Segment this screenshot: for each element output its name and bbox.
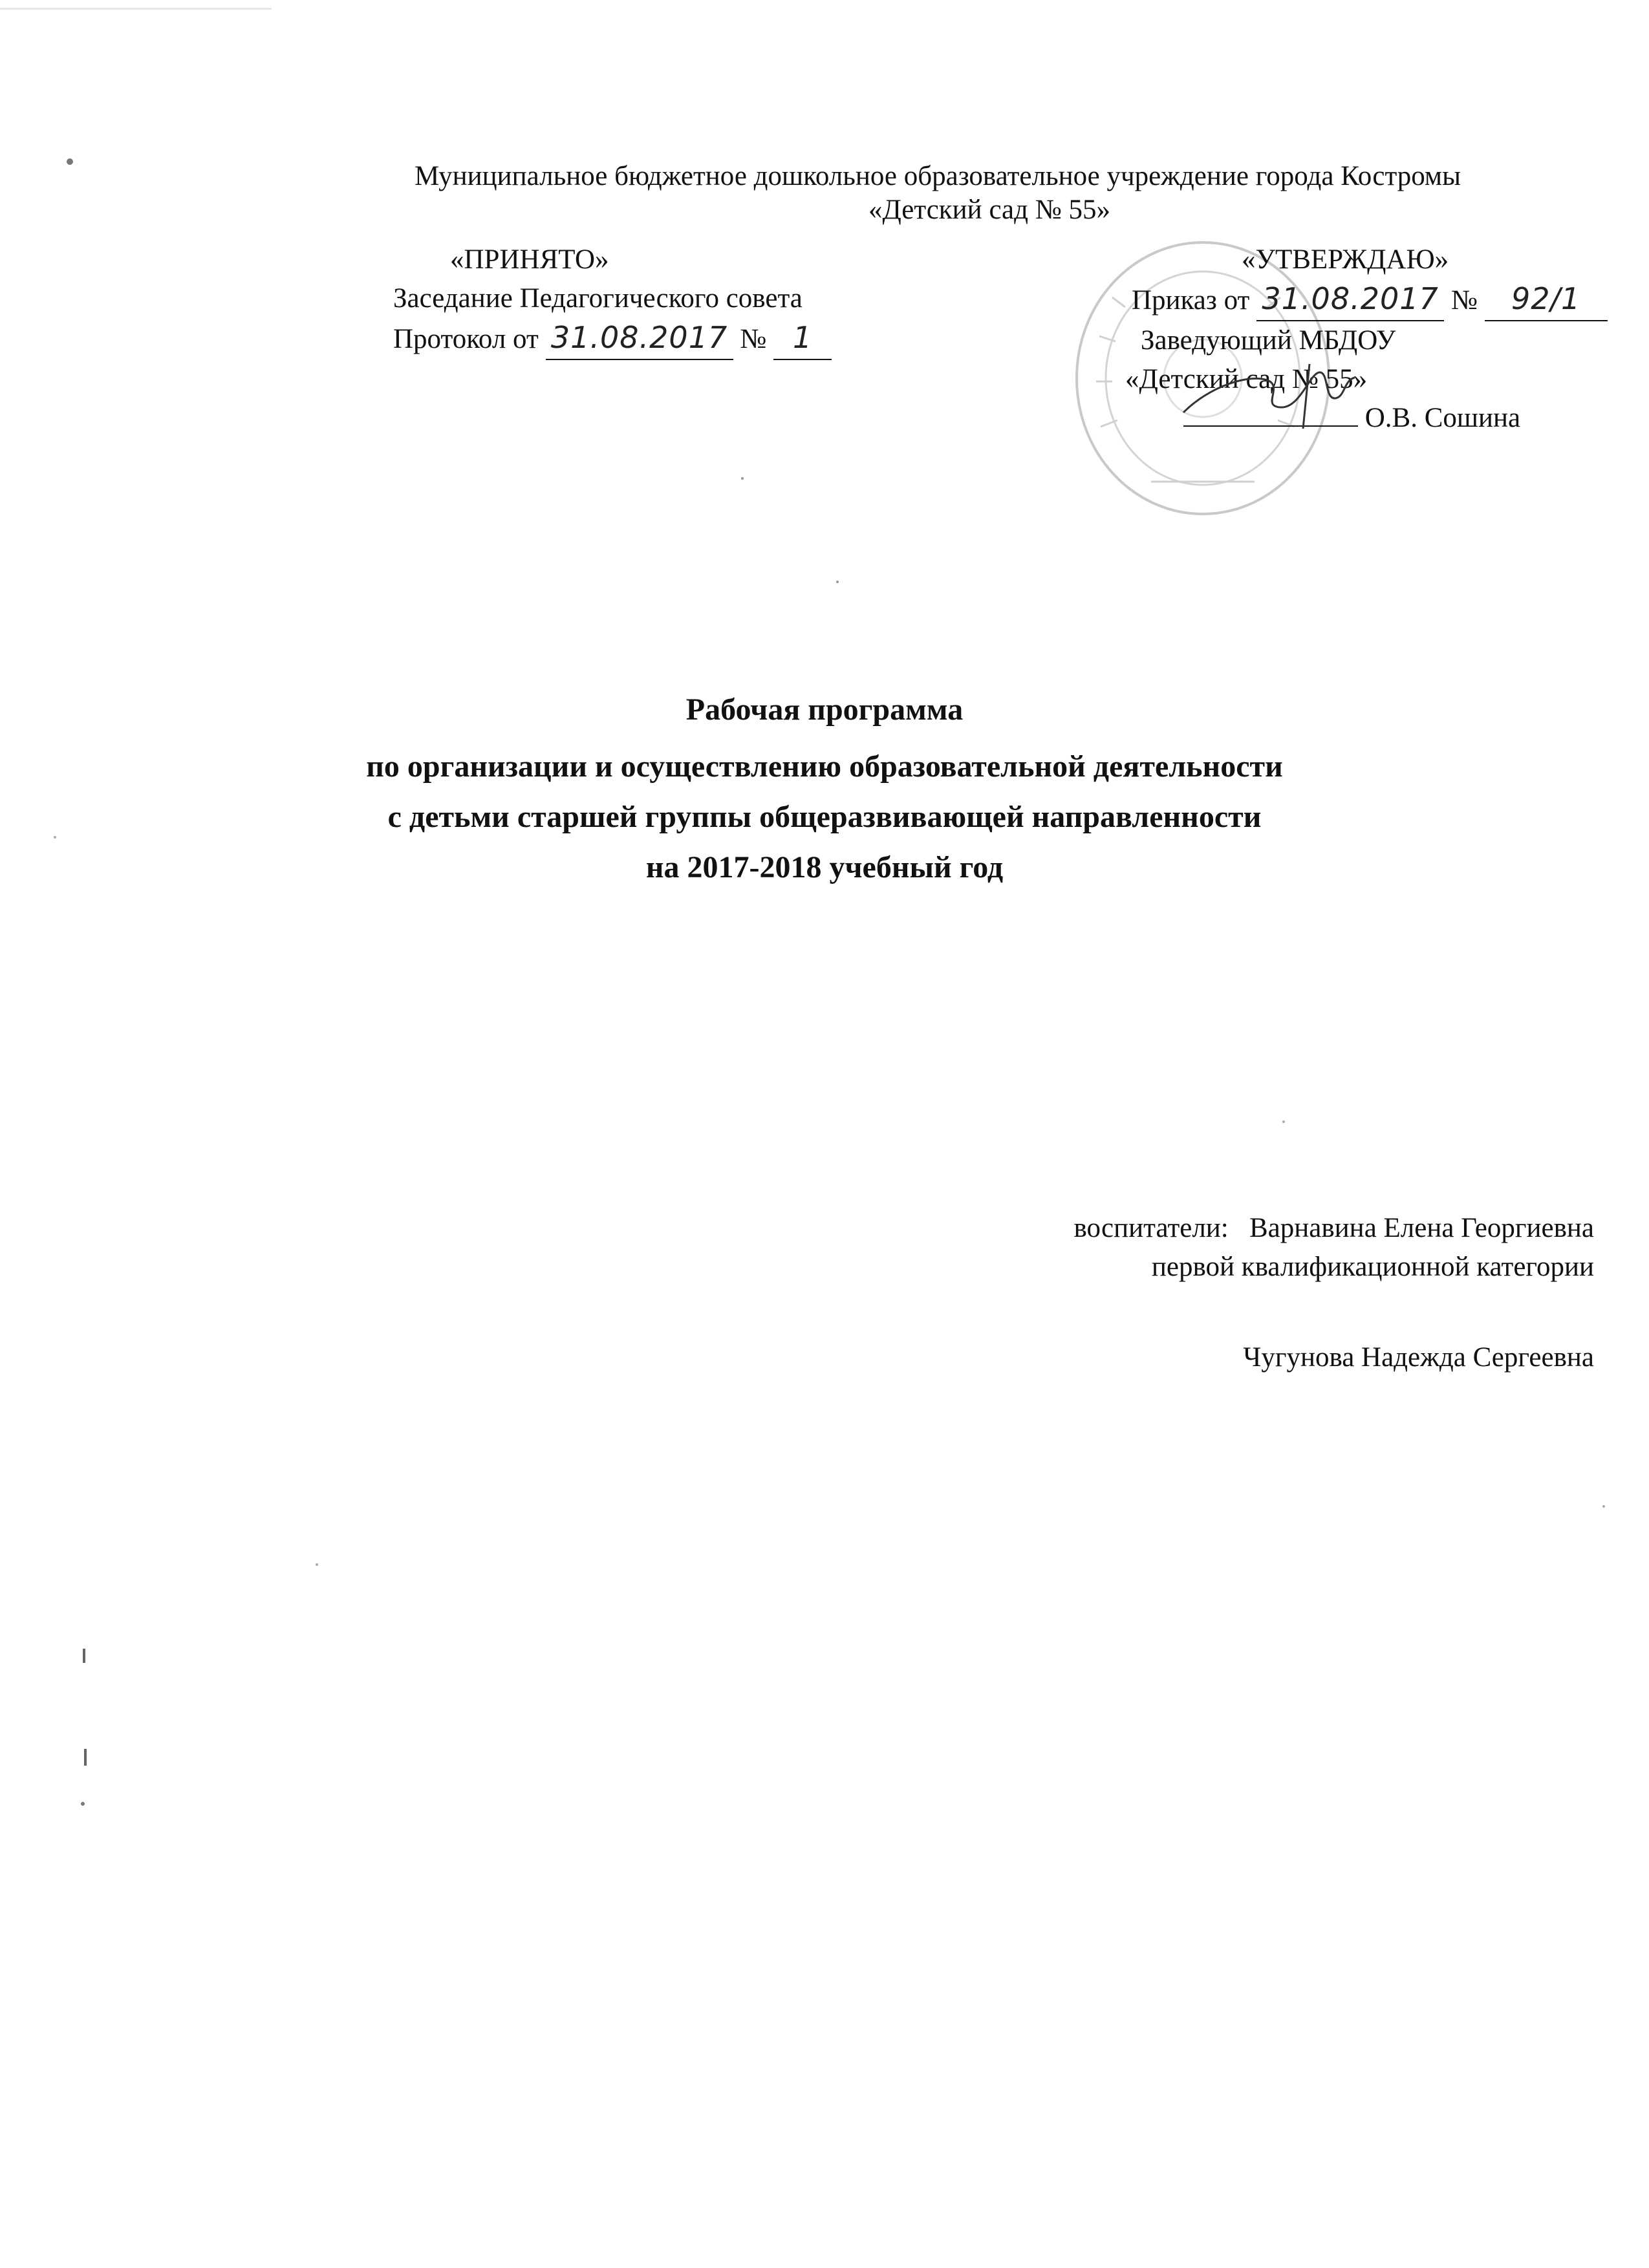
accepted-body: Заседание Педагогического совета: [393, 283, 803, 314]
order-number-field: [1485, 279, 1608, 321]
teachers-block: [1073, 1209, 1594, 1287]
protocol-number-field: [773, 318, 832, 360]
head-institution: «Детский сад № 55»: [1125, 364, 1368, 394]
protocol-number-label: №: [740, 324, 767, 354]
protocol-line: [393, 318, 832, 360]
order-number-handwritten: 92/1: [1511, 281, 1581, 316]
program-title-line4: на 2017-2018 учебный год: [645, 850, 1004, 884]
teacher1-category: первой квалификационной категории: [1151, 1252, 1594, 1282]
teacher2-name: Чугунова Надежда Сергеевна: [1243, 1342, 1594, 1373]
order-date-handwritten: 31.08.2017: [1262, 281, 1439, 316]
teacher1-line: [1073, 1209, 1594, 1248]
protocol-number-handwritten: 1: [792, 320, 813, 355]
signatory-name: О.В. Сошина: [1364, 403, 1521, 433]
protocol-date-handwritten: 31.08.2017: [550, 320, 728, 355]
approved-block: [1125, 241, 1608, 438]
scan-edge-mark: [0, 8, 272, 10]
accepted-block: [393, 241, 832, 360]
order-line: [1125, 279, 1608, 321]
program-title-line1: Рабочая программа: [685, 692, 964, 727]
program-title: [0, 689, 1649, 889]
protocol-label: Протокол от: [393, 324, 539, 354]
order-label: Приказ от: [1132, 285, 1250, 316]
teachers-label: воспитатели:: [1073, 1213, 1229, 1243]
teacher2-block: [1243, 1338, 1594, 1377]
protocol-date-field: [546, 318, 733, 360]
accepted-title: «ПРИНЯТО»: [450, 244, 609, 275]
approved-title: «УТВЕРЖДАЮ»: [1242, 244, 1449, 275]
signature-line: [1125, 399, 1608, 438]
institution-name: Муниципальное бюджетное дошкольное образовательное учреждение города Костромы: [414, 161, 1461, 191]
order-number-label: №: [1450, 285, 1478, 316]
institution-short-name: «Детский сад № 55»: [868, 195, 1111, 225]
program-title-line2: по организации и осуществлению образовательной деятельности: [366, 749, 1283, 784]
signature-field: [1183, 400, 1358, 427]
handwritten-signature-icon: [1170, 361, 1364, 432]
order-date-field: [1256, 279, 1444, 321]
teacher1-name: Варнавина Елена Георгиевна: [1249, 1213, 1594, 1243]
program-title-line3: с детьми старшей группы общеразвивающей направленности: [387, 800, 1262, 834]
head-position: Заведующий МБДОУ: [1141, 325, 1396, 356]
